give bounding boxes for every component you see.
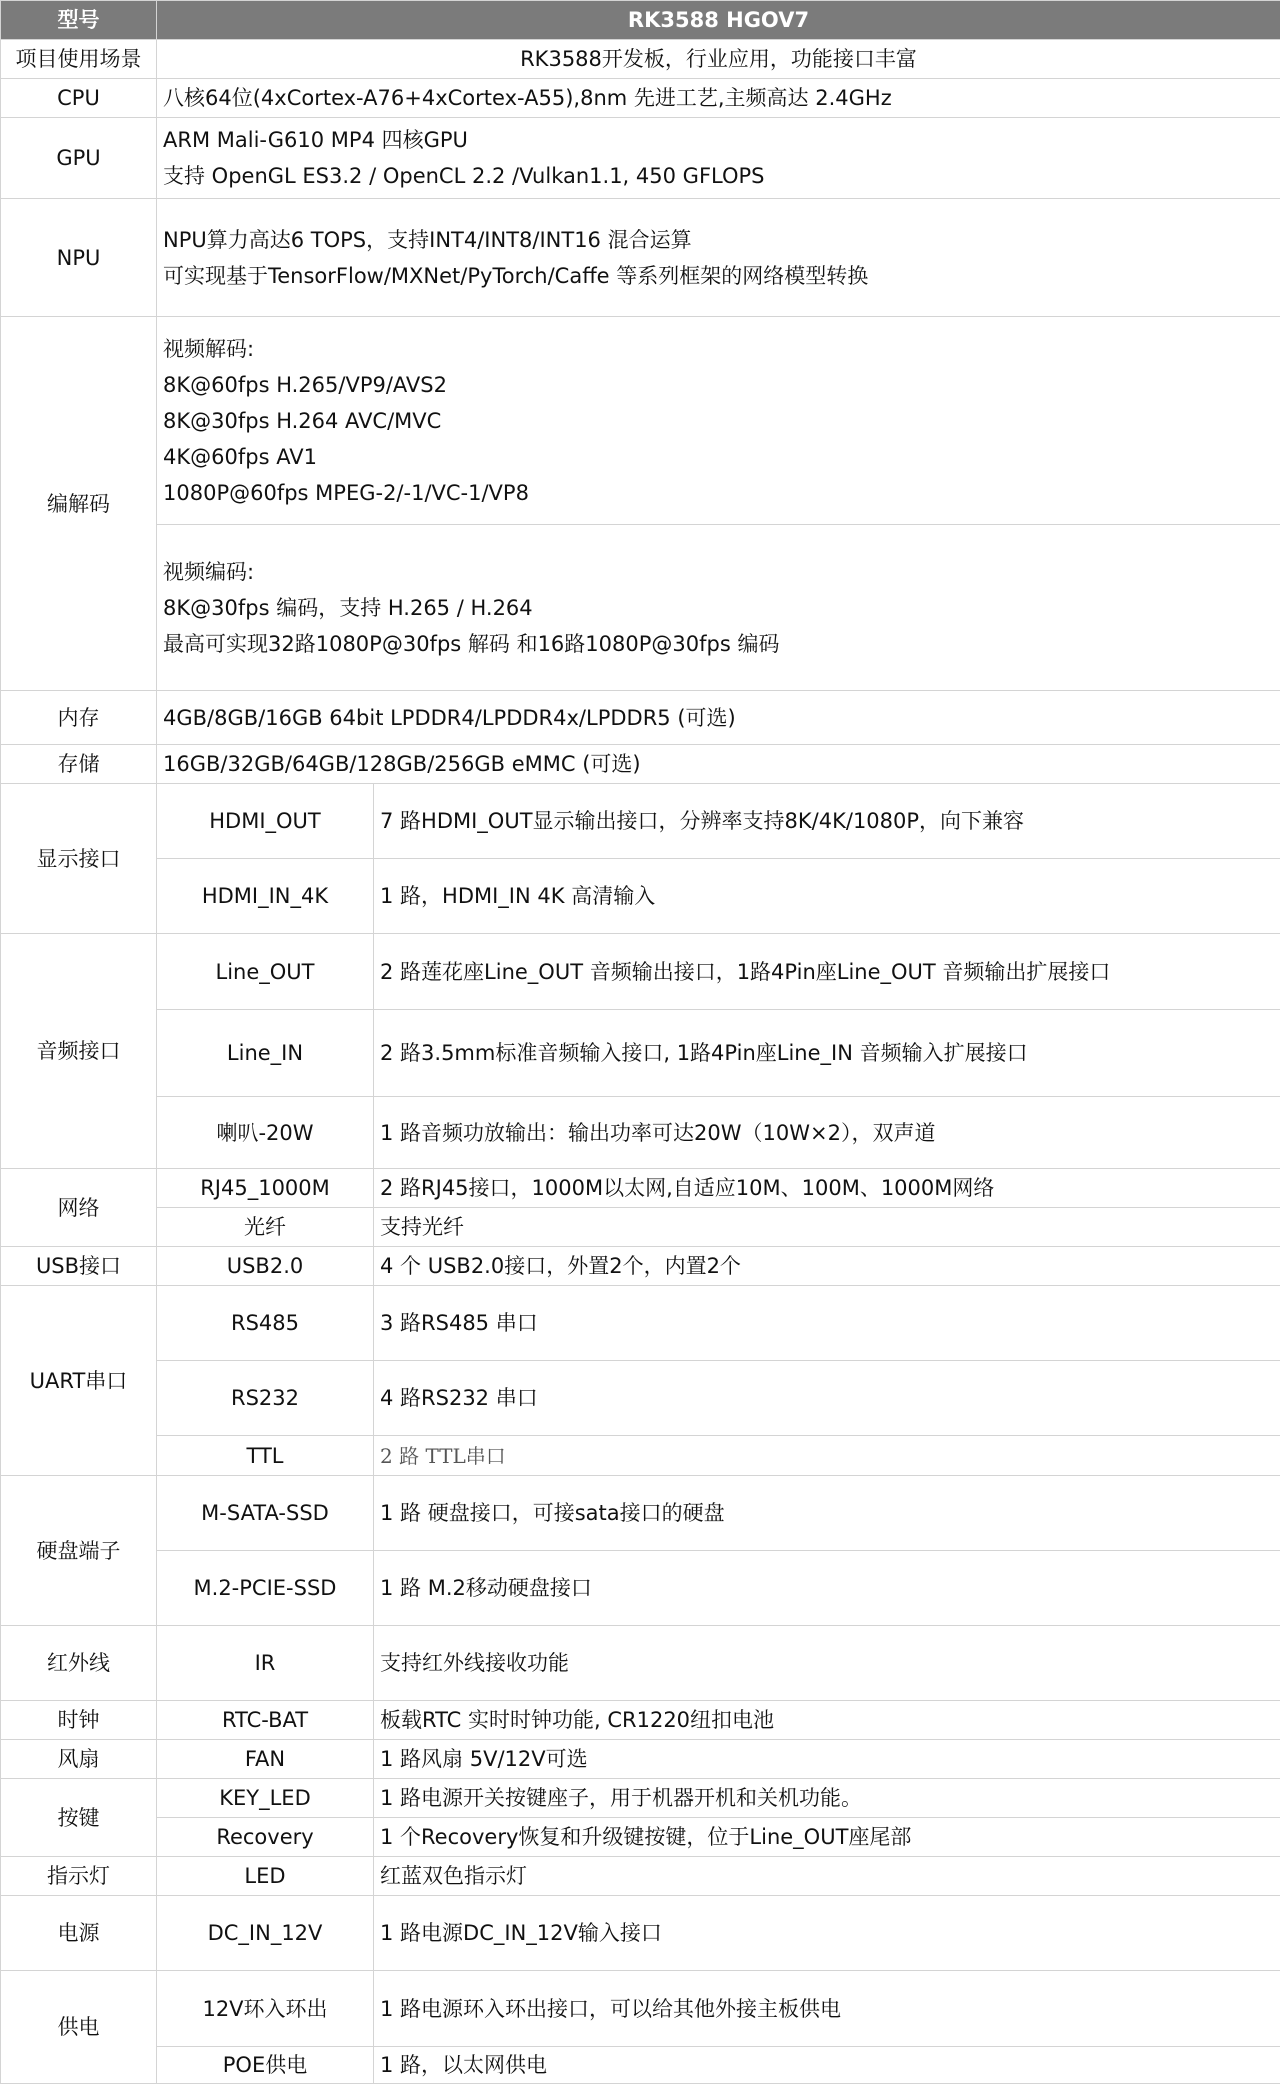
table-row — [1, 859, 1280, 934]
table-row — [1, 745, 1280, 784]
key-name: Recovery — [157, 1818, 374, 1857]
table-row — [1, 1779, 1280, 1818]
table-row — [1, 1169, 1280, 1208]
row-value-memory: 4GB/8GB/16GB 64bit LPDDR4/LPDDR4x/LPDDR5 (可选) — [157, 691, 1280, 745]
uart-name: TTL — [157, 1436, 374, 1476]
table-row — [1, 1286, 1280, 1361]
audio-name: 喇叭-20W — [157, 1097, 374, 1169]
disk-desc: 1 路 M.2移动硬盘接口 — [374, 1551, 1280, 1626]
disk-name: M.2-PCIE-SSD — [157, 1551, 374, 1626]
audio-name: Line_IN — [157, 1010, 374, 1097]
display-desc: 7 路HDMI_OUT显示输出接口，分辨率支持8K/4K/1080P，向下兼容 — [374, 784, 1280, 859]
codec-line: 1080P@60fps MPEG-2/-1/VC-1/VP8 — [163, 480, 529, 505]
audio-desc: 2 路莲花座Line_OUT 音频输出接口，1路4Pin座Line_OUT 音频输出扩展接口 — [374, 934, 1280, 1010]
fan-desc: 1 路风扇 5V/12V可选 — [374, 1740, 1280, 1779]
row-label-cpu: CPU — [1, 79, 157, 118]
network-desc: 2 路RJ45接口，1000M以太网,自适应10M、100M、1000M网络 — [374, 1169, 1280, 1208]
table-row — [1, 1361, 1280, 1436]
row-label-codec: 编解码 — [1, 317, 157, 691]
led-desc: 红蓝双色指示灯 — [374, 1857, 1280, 1896]
codec-decode — [157, 317, 1280, 525]
row-label-uart: UART串口 — [1, 1286, 157, 1476]
table-row — [1, 1626, 1280, 1701]
clock-desc: 板载RTC 实时时钟功能, CR1220纽扣电池 — [374, 1701, 1280, 1740]
table-row — [1, 317, 1280, 525]
npu-line: 可实现基于TensorFlow/MXNet/PyTorch/Caffe 等系列框架的网络模型转换 — [163, 263, 869, 288]
codec-line: 最高可实现32路1080P@30fps 解码 和16路1080P@30fps 编码 — [163, 631, 780, 656]
codec-line: 视频解码: — [163, 336, 255, 361]
network-desc: 支持光纤 — [374, 1208, 1280, 1247]
audio-desc: 1 路音频功放输出：输出功率可达20W（10W×2），双声道 — [374, 1097, 1280, 1169]
row-value-scene: RK3588开发板，行业应用，功能接口丰富 — [157, 40, 1280, 79]
usb-desc: 4 个 USB2.0接口，外置2个，内置2个 — [374, 1247, 1280, 1286]
table-row — [1, 2047, 1280, 2084]
led-name: LED — [157, 1857, 374, 1896]
key-name: KEY_LED — [157, 1779, 374, 1818]
table-row — [1, 79, 1280, 118]
table-row — [1, 40, 1280, 79]
power-desc: 1 路电源DC_IN_12V输入接口 — [374, 1896, 1280, 1971]
uart-desc: 3 路RS485 串口 — [374, 1286, 1280, 1361]
header-label: 型号 — [1, 1, 157, 40]
row-label-disk: 硬盘端子 — [1, 1476, 157, 1626]
table-row — [1, 199, 1280, 317]
key-desc: 1 个Recovery恢复和升级键按键，位于Line_OUT座尾部 — [374, 1818, 1280, 1857]
supply-desc: 1 路电源环入环出接口，可以给其他外接主板供电 — [374, 1971, 1280, 2047]
disk-name: M-SATA-SSD — [157, 1476, 374, 1551]
row-label-gpu: GPU — [1, 118, 157, 199]
table-row — [1, 1097, 1280, 1169]
supply-name: 12V环入环出 — [157, 1971, 374, 2047]
row-label-ir: 红外线 — [1, 1626, 157, 1701]
usb-name: USB2.0 — [157, 1247, 374, 1286]
fan-name: FAN — [157, 1740, 374, 1779]
supply-name: POE供电 — [157, 2047, 374, 2084]
table-row — [1, 1818, 1280, 1857]
row-label-supply: 供电 — [1, 1971, 157, 2084]
table-row — [1, 1476, 1280, 1551]
codec-encode — [157, 525, 1280, 691]
codec-line: 4K@60fps AV1 — [163, 444, 317, 469]
codec-line: 8K@60fps H.265/VP9/AVS2 — [163, 372, 447, 397]
table-row — [1, 525, 1280, 691]
uart-name: RS485 — [157, 1286, 374, 1361]
table-row — [1, 784, 1280, 859]
table-row — [1, 691, 1280, 745]
table-row — [1, 1551, 1280, 1626]
uart-desc: 4 路RS232 串口 — [374, 1361, 1280, 1436]
row-label-scene: 项目使用场景 — [1, 40, 157, 79]
table-row — [1, 1971, 1280, 2047]
header-model: RK3588 HGOV7 — [157, 1, 1280, 40]
table-row — [1, 1701, 1280, 1740]
codec-line: 视频编码: — [163, 559, 255, 584]
table-row — [1, 1857, 1280, 1896]
row-label-network: 网络 — [1, 1169, 157, 1247]
row-label-display: 显示接口 — [1, 784, 157, 934]
table-row — [1, 1740, 1280, 1779]
table-row — [1, 934, 1280, 1010]
gpu-line: 支持 OpenGL ES3.2 / OpenCL 2.2 /Vulkan1.1, 450 GFLOPS — [163, 164, 765, 188]
gpu-line: ARM Mali-G610 MP4 四核GPU — [163, 128, 468, 152]
key-desc: 1 路电源开关按键座子，用于机器开机和关机功能。 — [374, 1779, 1280, 1818]
row-label-storage: 存储 — [1, 745, 157, 784]
audio-desc: 2 路3.5mm标准音频输入接口, 1路4Pin座Line_IN 音频输入扩展接口 — [374, 1010, 1280, 1097]
disk-desc: 1 路 硬盘接口，可接sata接口的硬盘 — [374, 1476, 1280, 1551]
ir-desc: 支持红外线接收功能 — [374, 1626, 1280, 1701]
row-label-memory: 内存 — [1, 691, 157, 745]
ir-name: IR — [157, 1626, 374, 1701]
row-value-gpu — [157, 118, 1280, 199]
row-value-cpu: 八核64位(4xCortex-A76+4xCortex-A55),8nm 先进工艺,主频高达 2.4GHz — [157, 79, 1280, 118]
codec-line: 8K@30fps 编码，支持 H.265 / H.264 — [163, 595, 533, 620]
row-label-power: 电源 — [1, 1896, 157, 1971]
row-label-npu: NPU — [1, 199, 157, 317]
table-row — [1, 1247, 1280, 1286]
row-label-fan: 风扇 — [1, 1740, 157, 1779]
display-desc: 1 路，HDMI_IN 4K 高清输入 — [374, 859, 1280, 934]
table-row — [1, 118, 1280, 199]
header-row — [1, 1, 1280, 40]
power-name: DC_IN_12V — [157, 1896, 374, 1971]
table-row — [1, 1208, 1280, 1247]
table-row — [1, 1896, 1280, 1971]
network-name: 光纤 — [157, 1208, 374, 1247]
row-value-npu — [157, 199, 1280, 317]
row-label-audio: 音频接口 — [1, 934, 157, 1169]
audio-name: Line_OUT — [157, 934, 374, 1010]
row-label-keys: 按键 — [1, 1779, 157, 1857]
row-value-storage: 16GB/32GB/64GB/128GB/256GB eMMC (可选) — [157, 745, 1280, 784]
uart-name: RS232 — [157, 1361, 374, 1436]
codec-line: 8K@30fps H.264 AVC/MVC — [163, 408, 442, 433]
network-name: RJ45_1000M — [157, 1169, 374, 1208]
clock-name: RTC-BAT — [157, 1701, 374, 1740]
supply-desc: 1 路，以太网供电 — [374, 2047, 1280, 2084]
npu-line: NPU算力高达6 TOPS，支持INT4/INT8/INT16 混合运算 — [163, 227, 692, 252]
display-name: HDMI_IN_4K — [157, 859, 374, 934]
display-name: HDMI_OUT — [157, 784, 374, 859]
uart-desc: 2 路 TTL串口 — [374, 1436, 1280, 1476]
row-label-usb: USB接口 — [1, 1247, 157, 1286]
row-label-clock: 时钟 — [1, 1701, 157, 1740]
table-row — [1, 1436, 1280, 1476]
table-row — [1, 1010, 1280, 1097]
row-label-led: 指示灯 — [1, 1857, 157, 1896]
